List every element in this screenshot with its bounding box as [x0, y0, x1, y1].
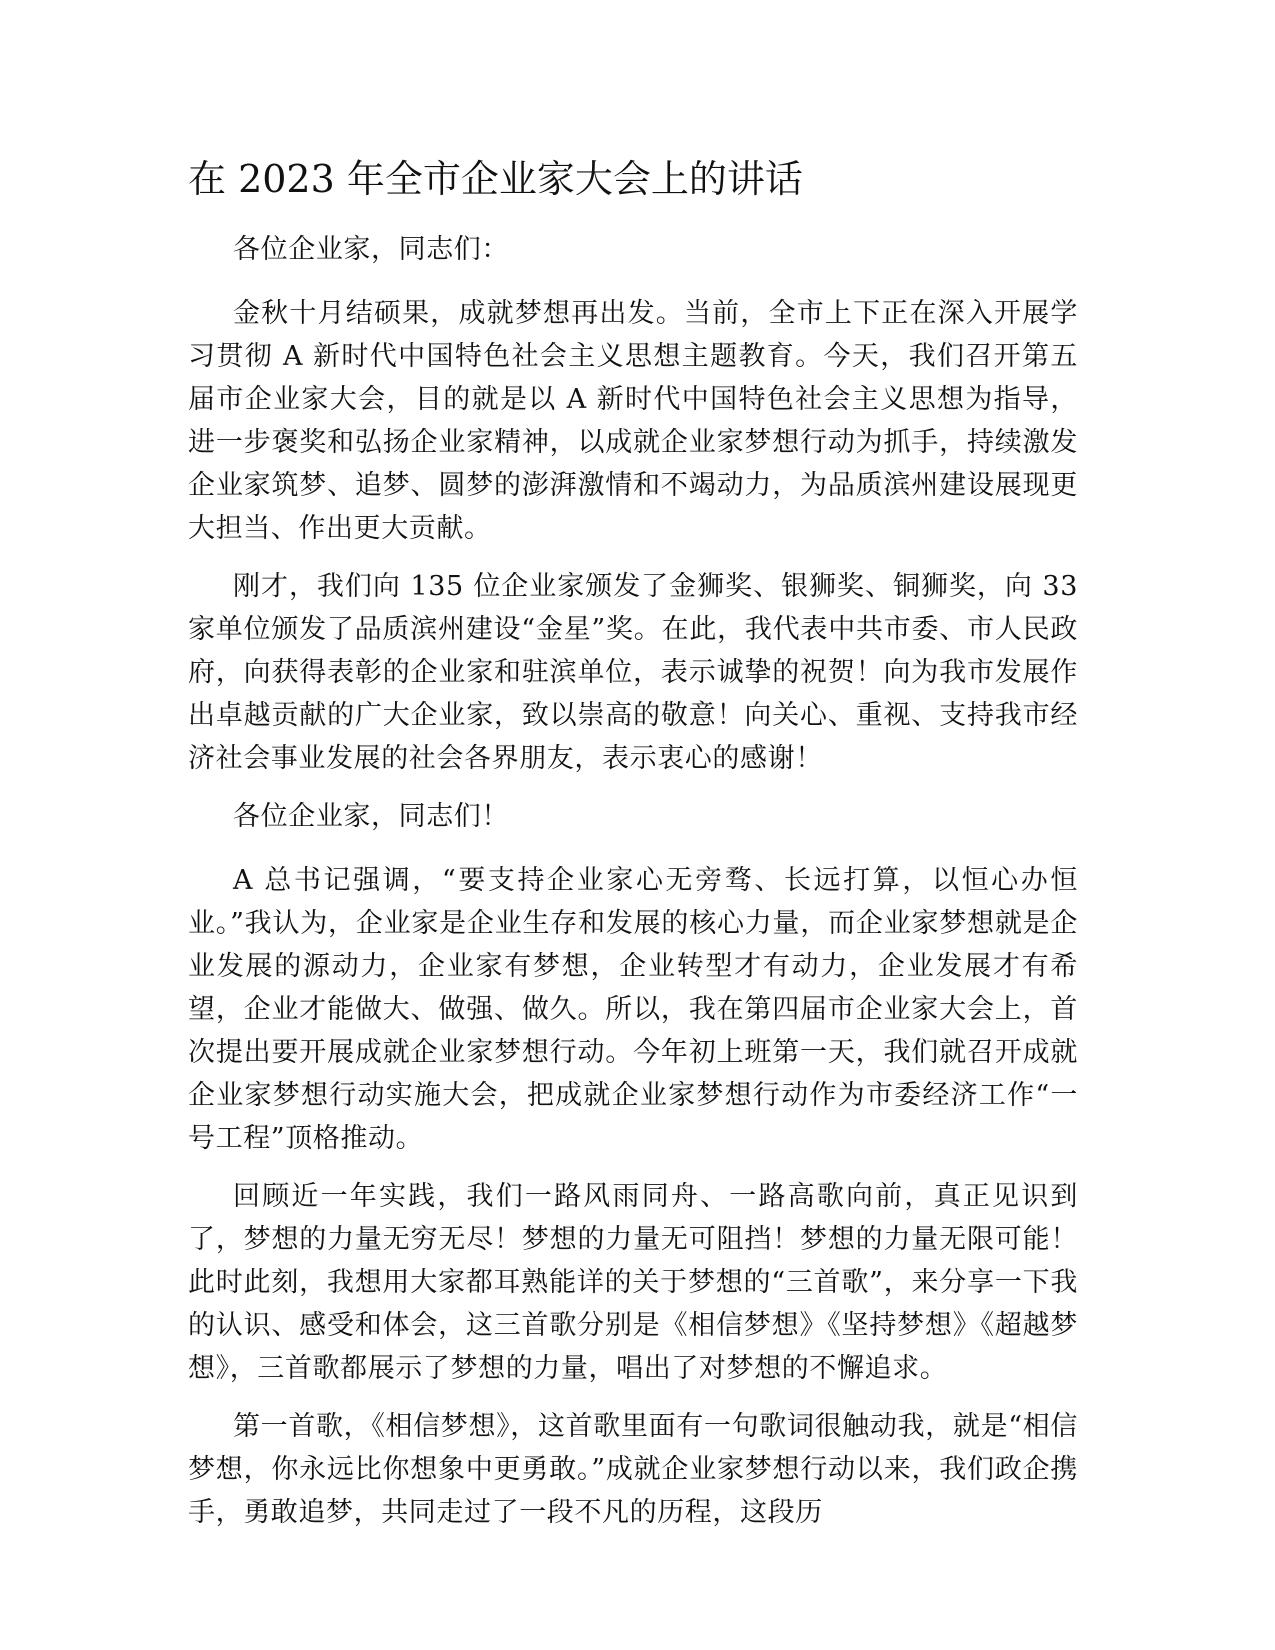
document-title: 在 2023 年全市企业家大会上的讲话	[188, 157, 803, 201]
paragraph: A 总书记强调，“要支持企业家心无旁骛、长远打算，以恒心办恒业。”我认为，企业家是企业生存和发展的核心力量，而企业家梦想就是企业发展的源动力，企业家有梦想，企业转型才有动力，企业发展才有希望，企业才能做大、做强、做久。所以，我在第四届市企业家大会上，首次提出要开展成就企业家梦想行动。今年初上班第一天，我们就召开成就企业家梦想行动实施大会，把成就企业家梦想行动作为市委经济工作“一号工程”顶格推动。	[188, 865, 1078, 1154]
paragraph: 刚才，我们向 135 位企业家颁发了金狮奖、银狮奖、铜狮奖，向 33 家单位颁发了品质滨州建设“金星”奖。在此，我代表中共市委、市人民政府，向获得表彰的企业家和驻滨单位，表示诚挚的祝贺！向为我市发展作出卓越贡献的广大企业家，致以崇高的敬意！向关心、重视、支持我市经济社会事业发展的社会各界朋友，表示衷心的感谢！	[188, 571, 1078, 774]
paragraph: 回顾近一年实践，我们一路风雨同舟、一路高歌向前，真正见识到了，梦想的力量无穷无尽！梦想的力量无可阻挡！梦想的力量无限可能！此时此刻，我想用大家都耳熟能详的关于梦想的“三首歌”，来分享一下我的认识、感受和体会，这三首歌分别是《相信梦想》《坚持梦想》《超越梦想》，三首歌都展示了梦想的力量，唱出了对梦想的不懈追求。	[188, 1181, 1078, 1384]
paragraph-salutation: 各位企业家，同志们！	[233, 801, 509, 832]
paragraph: 金秋十月结硕果，成就梦想再出发。当前，全市上下正在深入开展学习贯彻 A 新时代中国特色社会主义思想主题教育。今天，我们召开第五届市企业家大会，目的就是以 A 新时代中国特色社会主义思想为指导，进一步褒奖和弘扬企业家精神，以成就企业家梦想行动为抓手，持续激发企业家筑梦、追梦、圆梦的澎湃激情和不竭动力，为品质滨州建设展现更大担当、作出更大贡献。	[188, 298, 1078, 544]
document-page	[188, 150, 1078, 1549]
paragraph: 第一首歌，《相信梦想》，这首歌里面有一句歌词很触动我，就是“相信梦想，你永远比你想象中更勇敢。”成就企业家梦想行动以来，我们政企携手，勇敢追梦，共同走过了一段不凡的历程，这段历	[188, 1411, 1078, 1528]
paragraph-salutation: 各位企业家，同志们：	[233, 234, 509, 265]
